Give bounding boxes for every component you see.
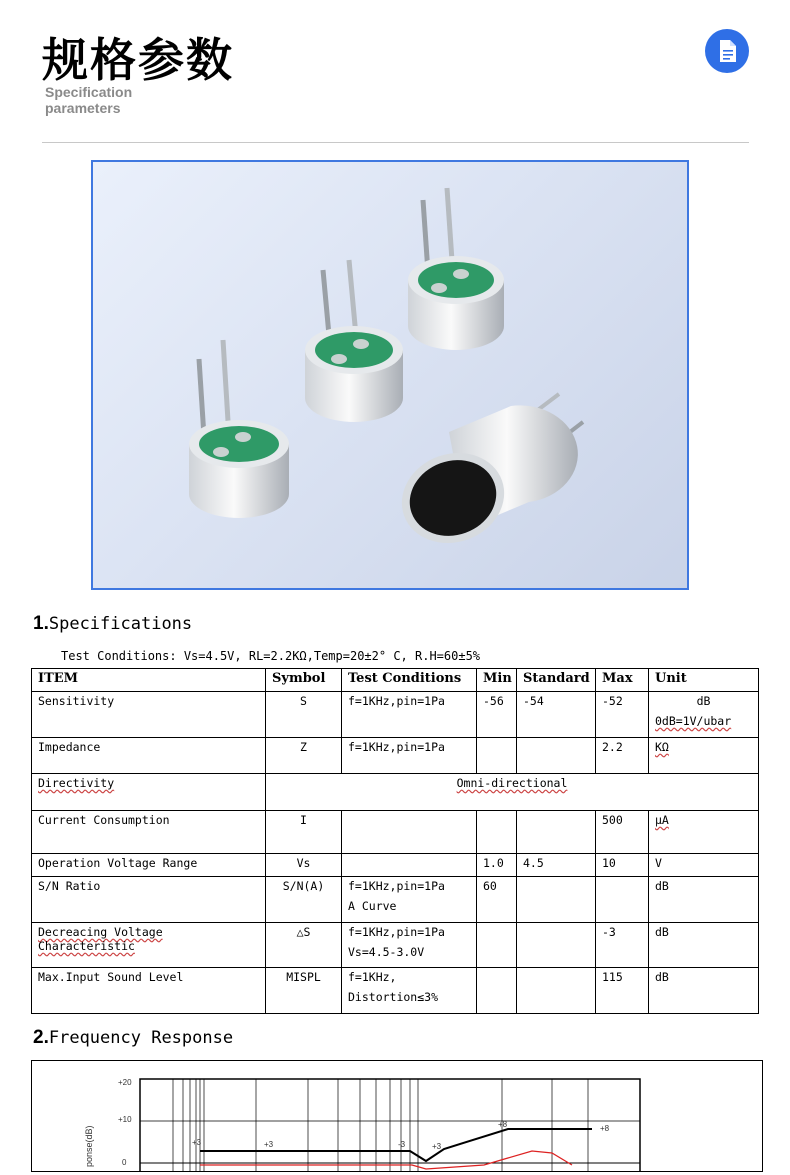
- cell-max: 10: [596, 854, 649, 877]
- table-row: [32, 738, 759, 774]
- cell-item: Max.Input Sound Level: [32, 968, 266, 1014]
- cell-item-text: Decreacing Voltage Characteristic: [38, 925, 163, 953]
- cell-min: [477, 923, 517, 968]
- table-row: [32, 774, 759, 811]
- specifications-table: [31, 668, 759, 1014]
- limit-label: +3: [192, 1138, 202, 1147]
- test-conditions: Test Conditions: Vs=4.5V, RL=2.2KΩ,Temp=20±2° C, R.H=60±5%: [61, 649, 481, 663]
- column-header: Test Conditions: [342, 669, 477, 692]
- specifications-heading-text: Specifications: [48, 614, 193, 634]
- cell-standard: [517, 877, 596, 923]
- page-title: 规格参数: [42, 33, 234, 87]
- column-header: Min: [477, 669, 517, 692]
- subtitle-line-1: Specification: [45, 84, 133, 100]
- cell-item: Impedance: [32, 738, 266, 774]
- column-header: Standard: [517, 669, 596, 692]
- cell-standard: [517, 968, 596, 1014]
- conditions-line-1: f=1KHz,pin=1Pa: [348, 925, 445, 939]
- cell-unit: KΩ: [649, 738, 759, 774]
- table-row: [32, 854, 759, 877]
- limit-label: +3: [264, 1140, 274, 1149]
- cell-conditions: [342, 923, 477, 968]
- cell-standard: [517, 923, 596, 968]
- cell-symbol: Z: [266, 738, 342, 774]
- frequency-heading: [33, 1027, 233, 1049]
- cell-max: 115: [596, 968, 649, 1014]
- cell-conditions: [342, 811, 477, 854]
- conditions-line-1: f=1KHz,pin=1Pa: [348, 879, 445, 893]
- cell-min: [477, 811, 517, 854]
- conditions-line-2: Distortion≤3%: [348, 990, 439, 1004]
- specifications-heading: [33, 613, 192, 635]
- subtitle-line-2: parameters: [45, 100, 121, 116]
- cell-max: -3: [596, 923, 649, 968]
- cell-max: -52: [596, 692, 649, 738]
- conditions-line-2: A Curve: [348, 899, 397, 913]
- cell-min: [477, 968, 517, 1014]
- y-tick-label: +10: [118, 1115, 132, 1124]
- cell-min: -56: [477, 692, 517, 738]
- limit-label: +8: [600, 1124, 610, 1133]
- limit-label: +8: [498, 1120, 508, 1129]
- cell-max: 2.2: [596, 738, 649, 774]
- cell-item: Sensitivity: [32, 692, 266, 738]
- product-photo: [91, 160, 689, 590]
- column-header: ITEM: [32, 669, 266, 692]
- column-header: Symbol: [266, 669, 342, 692]
- table-header-row: [32, 669, 759, 692]
- cell-directivity: [266, 774, 759, 811]
- cell-item: [32, 774, 266, 811]
- upper-limit-line: [200, 1129, 592, 1161]
- microphone-capsule: [305, 260, 403, 422]
- y-axis-label: ponse(dB): [84, 1125, 94, 1167]
- limit-label: +3: [432, 1142, 442, 1151]
- specifications-heading-number: 1.: [33, 613, 49, 634]
- microphone-capsule: [189, 340, 289, 518]
- frequency-response-graph: [31, 1060, 763, 1172]
- cell-symbol: I: [266, 811, 342, 854]
- header-divider: [42, 142, 749, 143]
- document-icon[interactable]: [705, 29, 749, 73]
- cell-min: 1.0: [477, 854, 517, 877]
- cell-unit: dB: [649, 877, 759, 923]
- cell-unit: dB: [649, 968, 759, 1014]
- unit-line-1: dB: [696, 694, 711, 708]
- cell-max: 500: [596, 811, 649, 854]
- cell-conditions: [342, 968, 477, 1014]
- microphone-capsule: [408, 188, 504, 350]
- cell-unit: μA: [649, 811, 759, 854]
- table-row: [32, 692, 759, 738]
- page-subtitle: [45, 84, 132, 116]
- cell-standard: [517, 738, 596, 774]
- table-row: [32, 923, 759, 968]
- cell-unit: [649, 692, 759, 738]
- cell-symbol: Vs: [266, 854, 342, 877]
- cell-symbol: S/N(A): [266, 877, 342, 923]
- cell-conditions: [342, 877, 477, 923]
- cell-max: [596, 877, 649, 923]
- table-row: [32, 968, 759, 1014]
- cell-standard: [517, 811, 596, 854]
- cell-conditions: [342, 854, 477, 877]
- cell-item: Operation Voltage Range: [32, 854, 266, 877]
- cell-standard: 4.5: [517, 854, 596, 877]
- cell-symbol: MISPL: [266, 968, 342, 1014]
- cell-symbol: △S: [266, 923, 342, 968]
- cell-item: [32, 923, 266, 968]
- cell-conditions: f=1KHz,pin=1Pa: [342, 692, 477, 738]
- table-row: [32, 877, 759, 923]
- frequency-heading-number: 2.: [33, 1027, 49, 1048]
- cell-min: [477, 738, 517, 774]
- cell-item: Current Consumption: [32, 811, 266, 854]
- y-tick-label: 0: [122, 1158, 127, 1167]
- conditions-line-2: Vs=4.5-3.0V: [348, 945, 425, 959]
- cell-conditions: f=1KHz,pin=1Pa: [342, 738, 477, 774]
- limit-label: -3: [398, 1140, 406, 1149]
- conditions-line-1: f=1KHz,: [348, 970, 397, 984]
- cell-item: S/N Ratio: [32, 877, 266, 923]
- cell-standard: -54: [517, 692, 596, 738]
- microphone-capsule: [389, 394, 583, 557]
- column-header: Max: [596, 669, 649, 692]
- directivity-value: Omni-directional: [456, 776, 568, 790]
- table-row: [32, 811, 759, 854]
- frequency-heading-text: Frequency Response: [48, 1028, 234, 1048]
- cell-unit: dB: [649, 923, 759, 968]
- cell-min: 60: [477, 877, 517, 923]
- unit-line-2: 0dB=1V/ubar: [655, 714, 732, 728]
- cell-symbol: S: [266, 692, 342, 738]
- cell-unit: V: [649, 854, 759, 877]
- y-tick-label: +20: [118, 1078, 132, 1087]
- column-header: Unit: [649, 669, 759, 692]
- cell-item-text: Directivity: [38, 776, 115, 790]
